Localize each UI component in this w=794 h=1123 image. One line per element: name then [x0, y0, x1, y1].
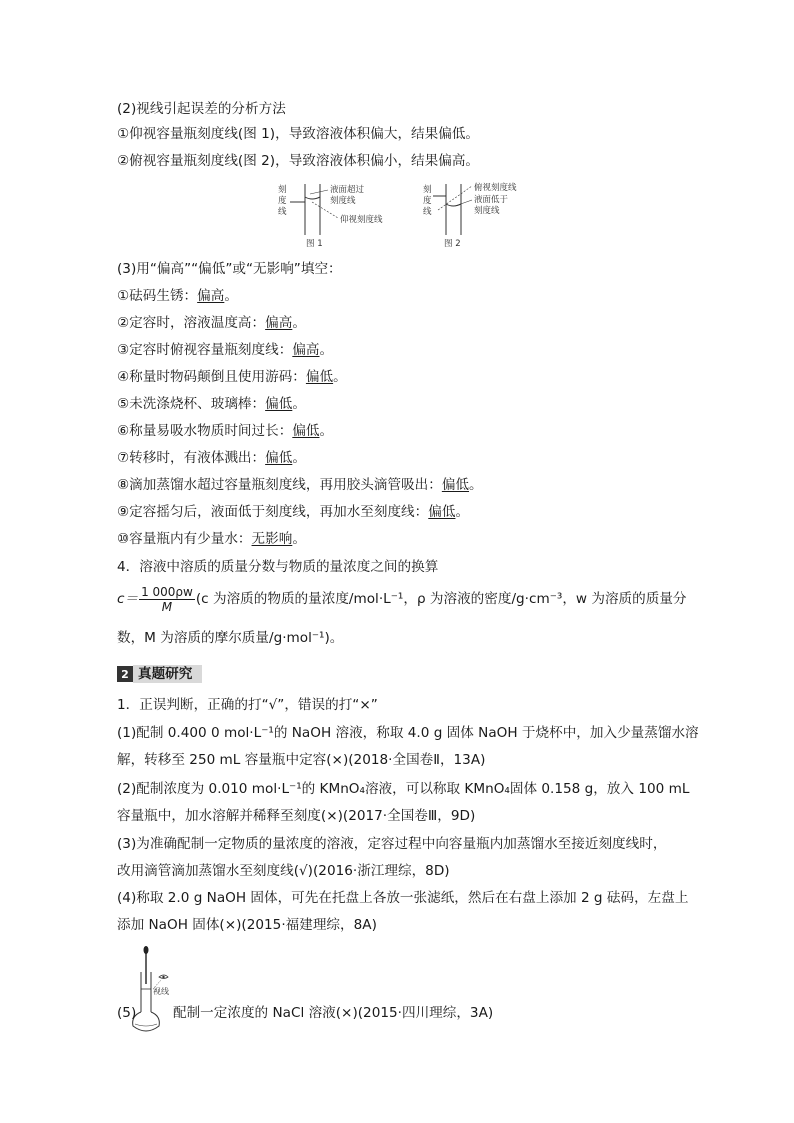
fig1-leader-a [310, 190, 328, 194]
list-item [117, 422, 333, 440]
meniscus-figures [250, 180, 550, 248]
item-text: ③定容时俯视容量瓶刻度线： [117, 342, 293, 358]
fig2-callout-c: 刻度线 [474, 206, 500, 216]
item-end: 。 [333, 369, 347, 385]
section2-item-1: ①仰视容量瓶刻度线(图 1)，导致溶液体积偏大，结果偏低。 [117, 126, 480, 142]
fig2-side-label-3: 线 [423, 207, 432, 217]
badge-title: 真题研究 [133, 665, 202, 683]
eye-pupil-icon [162, 976, 164, 978]
list-item [117, 341, 333, 359]
item-end: 。 [292, 396, 306, 412]
dropper-bulb [144, 946, 149, 954]
item-answer: 偏低 [292, 423, 320, 439]
q1-part3-line1: (3)为准确配制一定物质的量浓度的溶液，定容过程中向容量瓶内加蒸馏水至接近刻度线时， [117, 836, 667, 852]
item-end: 。 [319, 342, 334, 358]
item-text: ⑩容量瓶内有少量水： [117, 531, 252, 547]
figure-1 [278, 184, 383, 248]
item-answer: 偏高 [265, 315, 293, 331]
sight-line-label: 视线 [153, 987, 169, 996]
item-end: 。 [455, 504, 470, 520]
figure-2 [423, 182, 517, 248]
q1-part4-line2: 添加 NaOH 固体(×)(2015·福建理综，8A) [117, 917, 377, 933]
item-answer: 偏低 [265, 396, 293, 412]
formula-fraction [139, 585, 195, 614]
meniscus-figures-svg [250, 180, 550, 248]
item-answer: 偏高 [292, 342, 320, 358]
fig2-leader-b [455, 200, 472, 206]
item-answer: 偏低 [441, 477, 470, 493]
q1-part1-line1: (1)配制 0.400 0 mol·L⁻¹的 NaOH 溶液，称取 4.0 g 固体 NaOH 于烧杯中，加入少量蒸馏水溶 [117, 725, 699, 741]
item-end: 。 [224, 288, 238, 304]
fig2-side-label-2: 度 [423, 196, 432, 206]
section3-heading: (3)用“偏高”“偏低”或“无影响”填空： [117, 261, 342, 277]
item-text: ⑥称量易吸水物质时间过长： [117, 423, 293, 439]
fig1-callout-a: 液面超过 [330, 185, 365, 195]
fig1-callout-c: 仰视刻度线 [340, 215, 383, 225]
q1-part5-label: (5) [117, 1005, 137, 1021]
item-end: 。 [292, 315, 306, 331]
list-item [117, 503, 469, 521]
fig1-caption: 图 1 [306, 239, 323, 248]
q1-part4-line1: (4)称取 2.0 g NaOH 固体，可先在托盘上各放一张滤纸，然后在右盘上添加 2 g 砝码，左盘上 [117, 890, 689, 906]
q1-part2-line2: 容量瓶中，加水溶解并稀释至刻度(×)(2017·全国卷Ⅲ，9D) [117, 808, 476, 824]
list-item [117, 395, 306, 413]
item-end: 。 [319, 423, 334, 439]
list-item [117, 368, 347, 386]
formula-numerator: 1 000ρw [141, 584, 193, 599]
fig2-sight-line [438, 186, 472, 210]
fig2-meniscus [446, 204, 461, 206]
list-item [117, 287, 238, 305]
fig1-side-label-2: 度 [278, 196, 287, 206]
q1-part3-line2: 改用滴管滴加蒸馏水至刻度线(√)(2016·浙江理综，8D) [117, 863, 450, 879]
fig2-side-label-1: 刻 [423, 185, 432, 195]
item-text: ⑤未洗涤烧杯、玻璃棒： [117, 396, 266, 412]
fig1-meniscus [305, 197, 320, 199]
item-answer: 偏低 [305, 369, 334, 385]
list-item [117, 449, 306, 467]
item-text: ⑨定容摇匀后，液面低于刻度线，再加水至刻度线： [117, 504, 429, 520]
fig1-side-label-3: 线 [278, 207, 287, 217]
item-end: 。 [292, 450, 306, 466]
flask-bulb [133, 1012, 160, 1031]
item-answer: 偏高 [197, 288, 225, 304]
fig2-caption: 图 2 [444, 239, 461, 248]
item-end: 。 [292, 531, 306, 547]
section2-item-2: ②俯视容量瓶刻度线(图 2)，导致溶液体积偏小，结果偏高。 [117, 153, 480, 169]
item-text: ②定容时，溶液温度高： [117, 315, 266, 331]
fig1-side-label-1: 刻 [278, 185, 287, 195]
list-item [117, 530, 306, 548]
badge-number: 2 [117, 666, 133, 682]
formula-lhs: c＝ [117, 591, 139, 607]
section2-heading: (2)视线引起误差的分析方法 [117, 101, 286, 117]
item-answer: 偏低 [428, 504, 456, 520]
formula-explanation: (c 为溶质的物质的量浓度/mol·L⁻¹，ρ 为溶液的密度/g·cm⁻³，w 为溶质的质量分 [195, 591, 687, 607]
formula-line [117, 584, 687, 614]
formula-line-2: 数，M 为溶质的摩尔质量/g·mol⁻¹)。 [117, 630, 344, 646]
fig1-callout-b: 刻度线 [330, 196, 356, 206]
item-text: ①砝码生锈： [117, 288, 198, 304]
item-end: 。 [469, 477, 483, 493]
q1-part2-line1: (2)配制浓度为 0.010 mol·L⁻¹的 KMnO₄溶液，可以称取 KMnO₄固体 0.158 g，放入 100 mL [117, 781, 690, 797]
item-text: ⑧滴加蒸馏水超过容量瓶刻度线，再用胶头滴管吸出： [117, 477, 442, 493]
item-text: ⑦转移时，有液体溅出： [117, 450, 266, 466]
item-answer: 无影响 [251, 531, 293, 547]
section-badge [117, 664, 202, 684]
q1-part1-line2: 解，转移至 250 mL 容量瓶中定容(×)(2018·全国卷Ⅱ，13A) [117, 752, 486, 768]
item-text: ④称量时物码颠倒且使用游码： [117, 369, 306, 385]
q1-part5-text: 配制一定浓度的 NaCl 溶液(×)(2015·四川理综，3A) [173, 1005, 494, 1021]
question-1-heading: 1．正误判断，正确的打“√”，错误的打“×” [117, 697, 378, 713]
fig2-callout-b: 液面低于 [474, 195, 509, 205]
section4-heading: 4．溶液中溶质的质量分数与物质的量浓度之间的换算 [117, 559, 439, 575]
list-item [117, 476, 483, 494]
list-item [117, 314, 306, 332]
formula-denominator: M [161, 599, 173, 614]
item-answer: 偏低 [265, 450, 293, 466]
fig2-callout-a: 俯视刻度线 [474, 183, 517, 193]
